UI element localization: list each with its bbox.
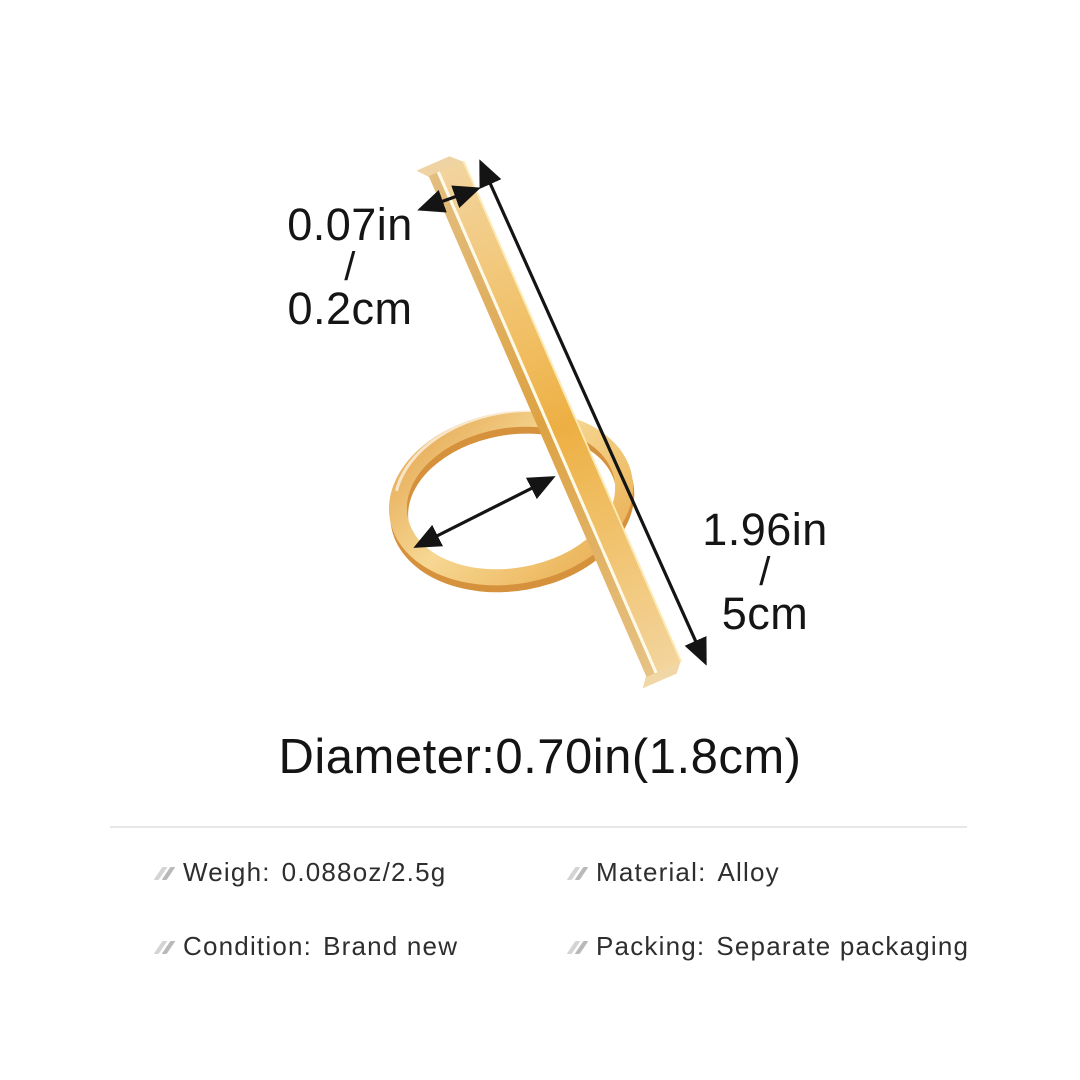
spec-condition-value: Brand new: [323, 930, 459, 961]
spec-packing-label: Packing:: [596, 930, 706, 961]
bar: [416, 152, 685, 689]
diameter-caption: Diameter:0.70in(1.8cm): [278, 730, 802, 784]
bar-width-metric: 0.2cm: [287, 283, 413, 334]
hatch-icon: [571, 938, 587, 954]
bar-main-face: [440, 161, 681, 672]
bar-length-inches: 1.96in: [702, 504, 828, 555]
spec-material-label: Material:: [596, 856, 707, 887]
hatch-icon: [571, 864, 587, 880]
diameter-arrow: [417, 478, 552, 546]
bar-width-inches: 0.07in: [287, 199, 413, 250]
bar-length-label: [660, 504, 870, 639]
spec-list: [158, 849, 968, 969]
spec-weight-value: 0.088oz/2.5g: [281, 856, 447, 887]
bar-width-label: [245, 199, 455, 334]
spec-packing: [571, 923, 969, 969]
spec-condition: [158, 923, 571, 969]
spec-weight-label: Weigh:: [183, 856, 271, 887]
hatch-icon: [158, 938, 174, 954]
spec-packing-value: Separate packaging: [716, 930, 970, 961]
spec-condition-label: Condition:: [183, 930, 313, 961]
spec-material: [571, 849, 969, 895]
bar-length-metric: 5cm: [721, 588, 809, 639]
spec-weight: [158, 849, 571, 895]
bar-length-separator: /: [759, 550, 771, 594]
bar-width-separator: /: [344, 245, 356, 289]
section-divider: [110, 826, 967, 828]
spec-material-value: Alloy: [717, 856, 780, 887]
hatch-icon: [158, 864, 174, 880]
